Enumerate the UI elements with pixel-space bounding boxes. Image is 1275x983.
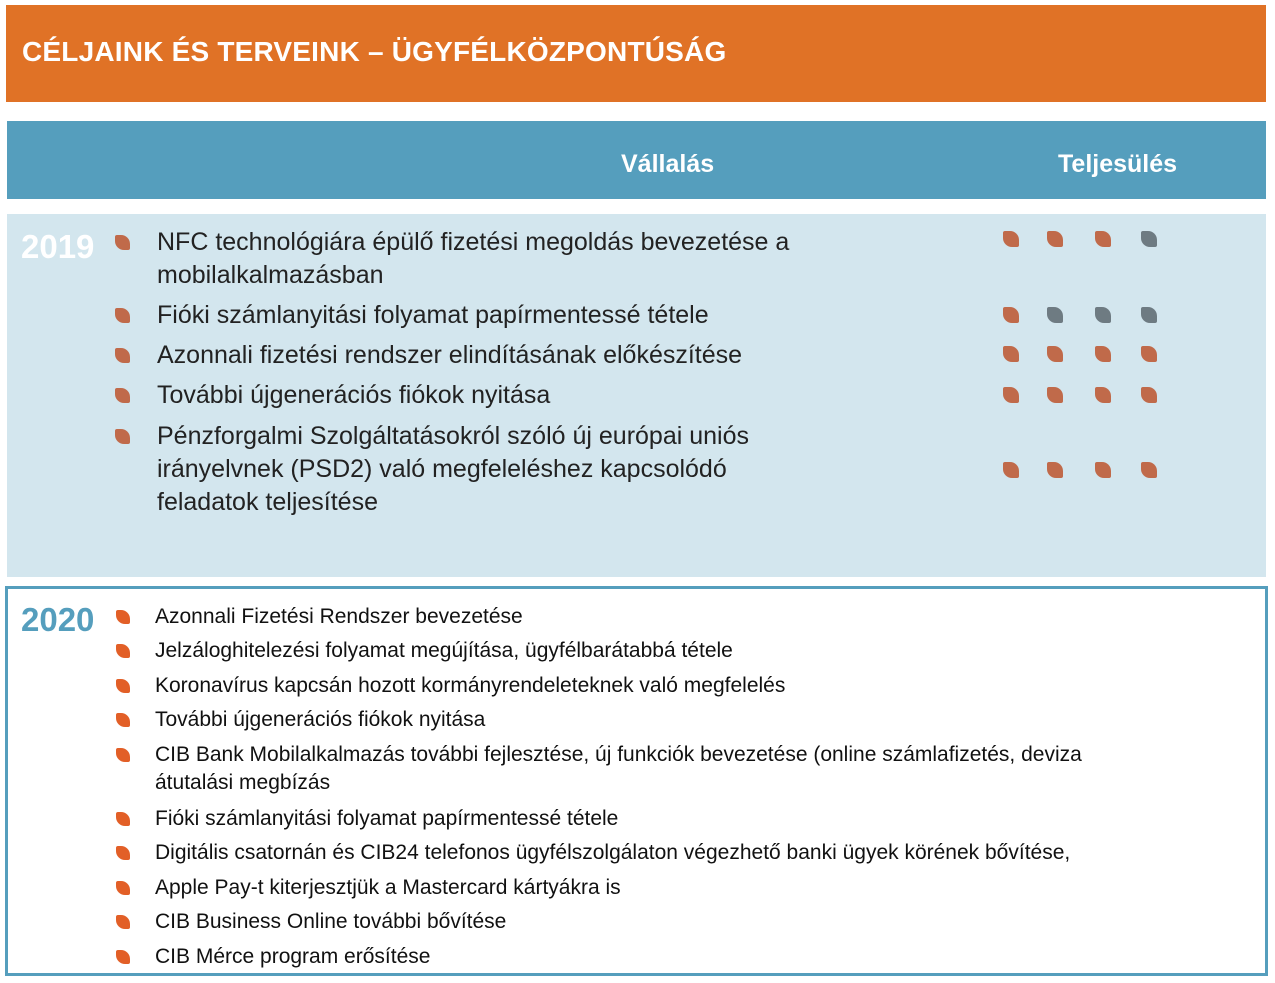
year-label-2019: 2019 <box>21 228 95 265</box>
commitment-item-2020 <box>155 741 1082 797</box>
panel-2020 <box>5 586 1268 976</box>
status-done-icon <box>1047 231 1063 247</box>
bullet-icon <box>116 950 130 964</box>
commitment-line: Azonnali fizetési rendszer elindításának előkészítése <box>157 341 743 369</box>
commitment-item-2019 <box>157 339 742 372</box>
header-fulfilment: Teljesülés <box>1058 150 1178 178</box>
bullet-icon <box>116 846 130 860</box>
year-label-2020: 2020 <box>21 601 95 638</box>
status-done-icon <box>1095 387 1111 403</box>
commitment-line: mobilalkalmazásban <box>157 261 384 289</box>
commitment-line: CIB Bank Mobilalkalmazás további fejlesztése, új funkciók bevezetése (online számlafizetés, deviza <box>155 743 1082 766</box>
commitment-item-2020 <box>155 706 485 734</box>
commitment-item-2020 <box>155 839 1070 867</box>
commitment-line: Jelzáloghitelezési folyamat megújítása, ügyfélbarátabbá tétele <box>155 639 733 662</box>
commitment-line: Koronavírus kapcsán hozott kormányrendeleteknek való megfelelés <box>155 674 786 697</box>
bullet-icon <box>116 679 130 693</box>
status-done-icon <box>1003 346 1019 362</box>
bullet-icon <box>116 644 130 658</box>
bullet-icon <box>116 713 130 727</box>
commitment-item-2019 <box>157 226 789 292</box>
commitment-line: További újgenerációs fiókok nyitása <box>157 381 551 409</box>
bullet-icon <box>115 308 130 323</box>
commitment-item-2020 <box>155 603 523 631</box>
commitment-line: Fióki számlanyitási folyamat papírmentessé tétele <box>157 301 709 329</box>
status-done-icon <box>1047 462 1063 478</box>
commitment-line: Pénzforgalmi Szolgáltatásokról szóló új európai uniós <box>157 422 749 450</box>
commitment-item-2019 <box>157 420 749 519</box>
bullet-icon <box>115 235 130 250</box>
commitment-line: feladatok teljesítése <box>157 488 378 516</box>
commitment-line: átutalási megbízás <box>155 771 331 794</box>
commitment-item-2020 <box>155 908 506 936</box>
commitment-line: irányelvnek (PSD2) való megfeleléshez kapcsolódó <box>157 455 727 483</box>
commitment-line: Digitális csatornán és CIB24 telefonos ügyfélszolgálaton végezhető banki ügyek körének bővítése, <box>155 841 1071 864</box>
commitment-item-2019 <box>157 299 709 332</box>
commitment-item-2020 <box>155 672 785 700</box>
status-done-icon <box>1095 462 1111 478</box>
page-title: CÉLJAINK ÉS TERVEINK – ÜGYFÉLKÖZPONTÚSÁG <box>22 36 727 67</box>
status-done-icon <box>1003 387 1019 403</box>
column-header-bar <box>7 121 1266 199</box>
status-done-icon <box>1095 231 1111 247</box>
status-done-icon <box>1095 346 1111 362</box>
status-pending-icon <box>1141 231 1157 247</box>
status-done-icon <box>1141 462 1157 478</box>
commitment-item-2020 <box>155 874 621 902</box>
commitment-line: NFC technológiára épülő fizetési megoldás bevezetése a <box>157 228 790 256</box>
commitment-line: További újgenerációs fiókok nyitása <box>155 708 486 731</box>
commitment-item-2020 <box>155 943 430 971</box>
commitment-item-2020 <box>155 805 618 833</box>
commitment-line: CIB Business Online további bővítése <box>155 910 507 933</box>
bullet-icon <box>115 348 130 363</box>
status-pending-icon <box>1047 307 1063 323</box>
status-done-icon <box>1003 231 1019 247</box>
status-pending-icon <box>1095 307 1111 323</box>
commitment-item-2019 <box>157 379 550 412</box>
header-commitment: Vállalás <box>621 150 715 178</box>
bullet-icon <box>116 748 130 762</box>
status-done-icon <box>1003 307 1019 323</box>
bullet-icon <box>115 429 130 444</box>
panel-2019 <box>7 214 1266 577</box>
bullet-icon <box>116 915 130 929</box>
commitment-item-2020 <box>155 637 733 665</box>
status-pending-icon <box>1141 307 1157 323</box>
bullet-icon <box>116 610 130 624</box>
title-bar <box>6 5 1266 102</box>
bullet-icon <box>116 881 130 895</box>
status-done-icon <box>1141 387 1157 403</box>
commitment-line: Apple Pay-t kiterjesztjük a Mastercard kártyákra is <box>155 876 621 899</box>
status-done-icon <box>1047 387 1063 403</box>
bullet-icon <box>116 812 130 826</box>
commitment-line: Azonnali Fizetési Rendszer bevezetése <box>155 605 523 628</box>
status-done-icon <box>1003 462 1019 478</box>
status-done-icon <box>1141 346 1157 362</box>
commitment-line: Fióki számlanyitási folyamat papírmentessé tétele <box>155 807 619 830</box>
bullet-icon <box>115 388 130 403</box>
status-done-icon <box>1047 346 1063 362</box>
commitment-line: CIB Mérce program erősítése <box>155 945 431 968</box>
